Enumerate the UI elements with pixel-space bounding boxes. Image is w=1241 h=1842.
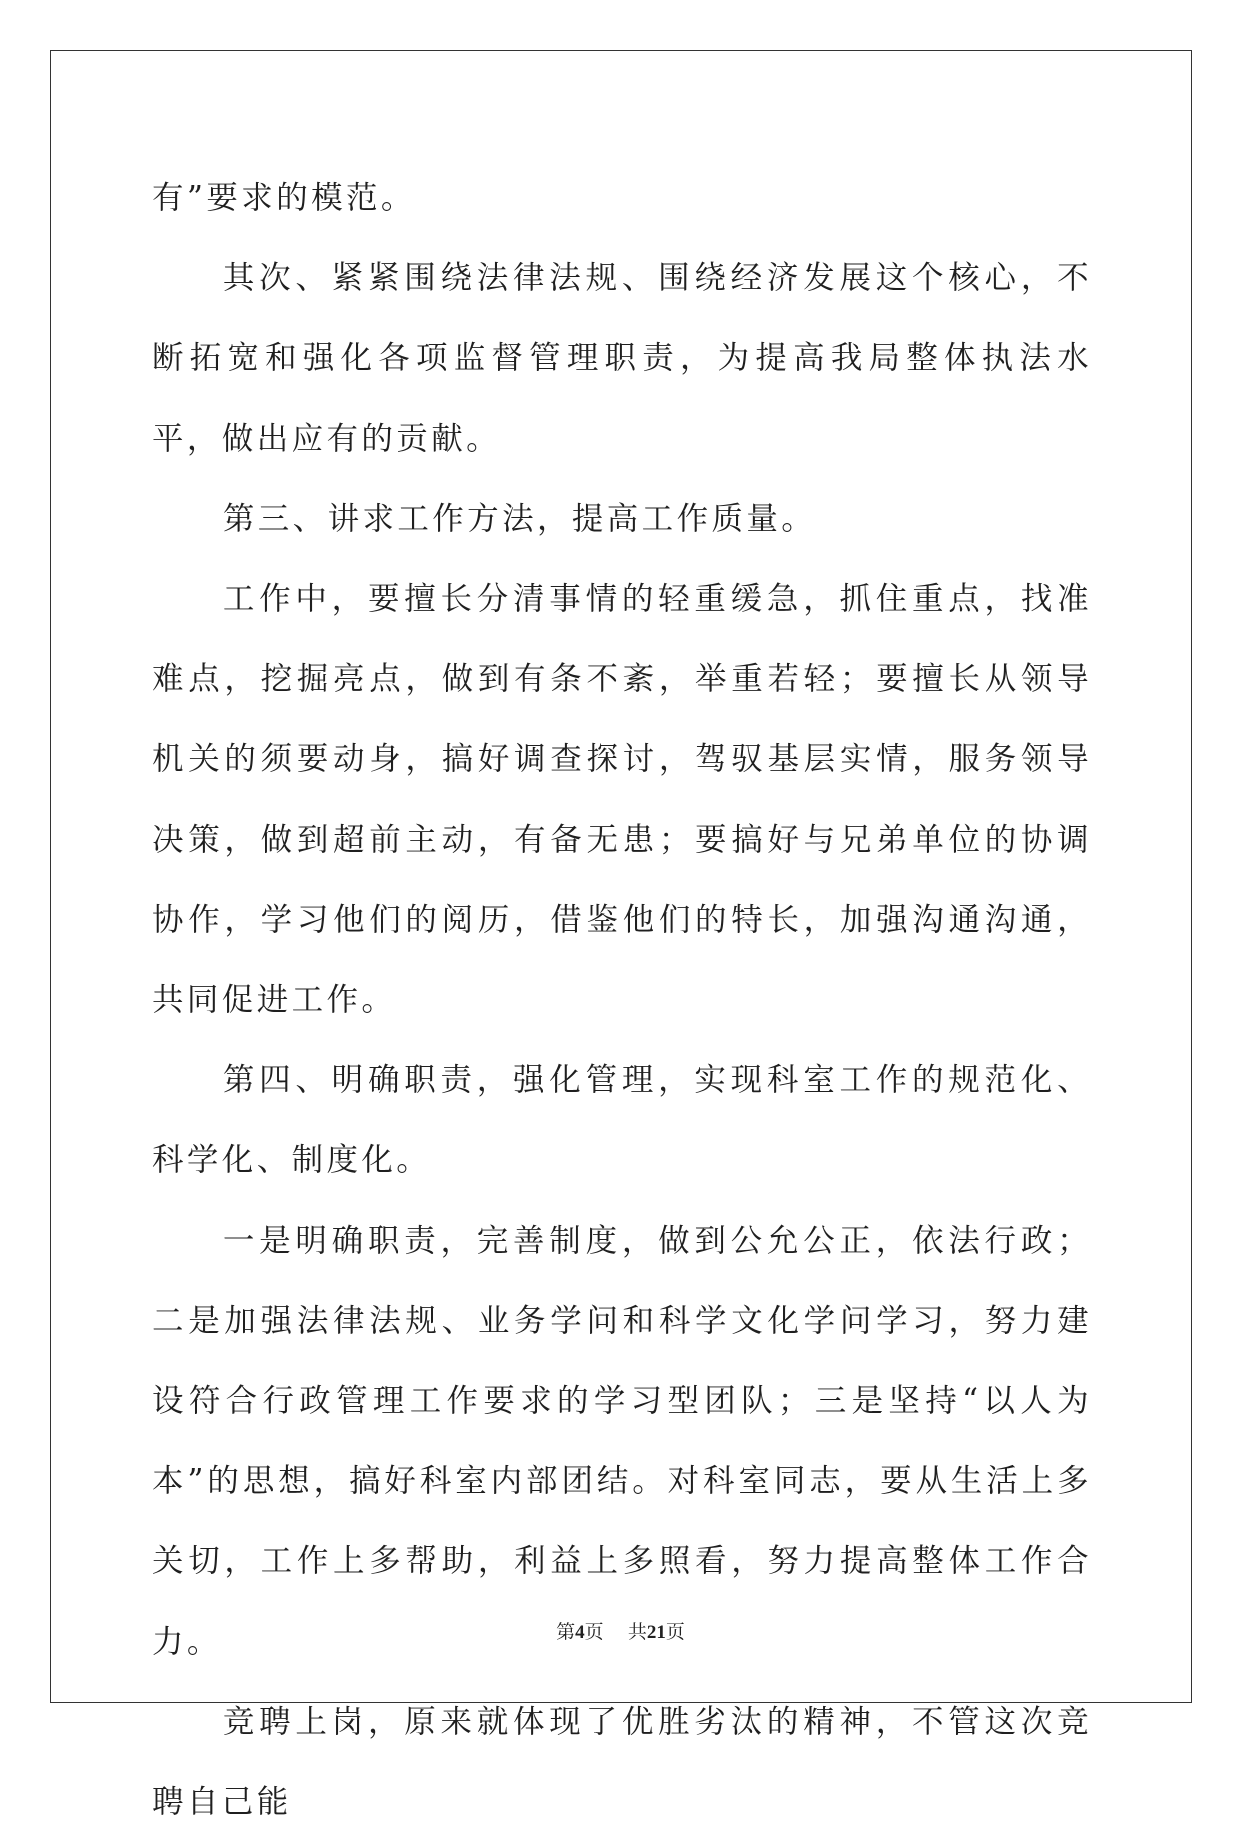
footer-prefix: 第 xyxy=(556,1621,576,1643)
footer-suffix: 页 xyxy=(665,1621,685,1643)
paragraph: 竞聘上岗，原来就体现了优胜劣汰的精神，不管这次竞聘自己能 xyxy=(152,1703,1092,1821)
paragraph: 第四、明确职责，强化管理，实现科室工作的规范化、科学化、制度化。 xyxy=(152,1062,1092,1179)
total-page-count: 21 xyxy=(646,1622,666,1643)
paragraph: 有”要求的模范。 xyxy=(152,180,416,216)
current-page-number: 4 xyxy=(575,1622,585,1643)
paragraph: 一是明确职责，完善制度，做到公允公正，依法行政；二是加强法律法规、业务学问和科学文化学问学习，努力建设符合行政管理工作要求的学习型团队；三是坚持“以人为本”的思想，搞好科室内部团结。对科室同志，要从生活上多关切，工作上多帮助，利益上多照看，努力提高整体工作合力。 xyxy=(152,1222,1092,1660)
document-body xyxy=(152,158,1092,1842)
paragraph: 工作中，要擅长分清事情的轻重缓急，抓住重点，找准难点，挖掘亮点，做到有条不紊，举重若轻；要擅长从领导机关的须要动身，搞好调查探讨，驾驭基层实情，服务领导决策，做到超前主动，有备无患；要搞好与兄弟单位的协调协作，学习他们的阅历，借鉴他们的特长，加强沟通沟通，共同促进工作。 xyxy=(152,581,1092,1019)
footer-middle: 页 共 xyxy=(584,1621,647,1643)
page-number-footer xyxy=(0,1617,1241,1644)
paragraph: 其次、紧紧围绕法律法规、围绕经济发展这个核心，不断拓宽和强化各项监督管理职责，为提高我局整体执法水平，做出应有的贡献。 xyxy=(152,260,1092,457)
paragraph: 第三、讲求工作方法，提高工作质量。 xyxy=(222,500,817,537)
